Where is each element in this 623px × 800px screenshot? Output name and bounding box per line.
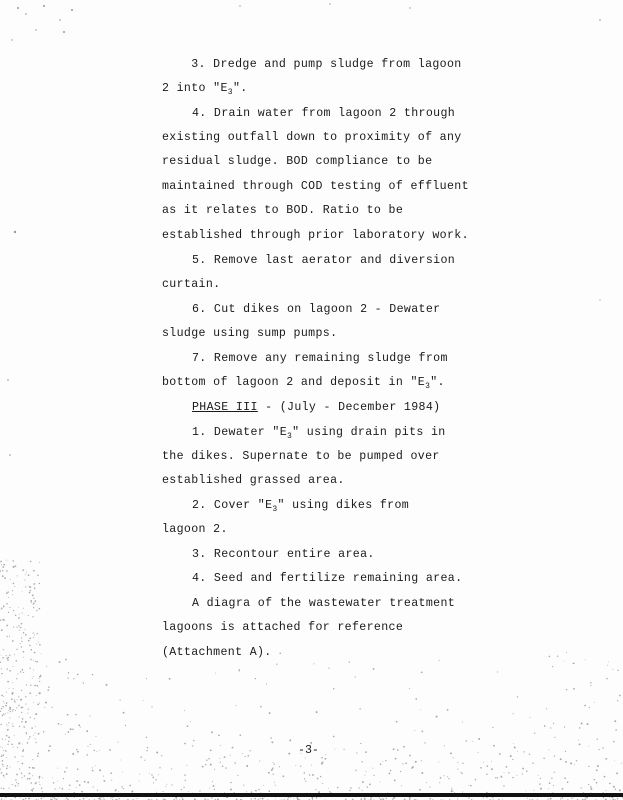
text-line: curtain.	[162, 278, 221, 291]
text-line: 2. Cover "$E_3$" using dikes from	[192, 499, 410, 514]
text-line: existing outfall down to proximity of any	[162, 131, 462, 144]
text-line: 4. Seed and fertilize remaining area.	[192, 572, 463, 585]
text-line: the dikes. Supernate to be pumped over	[162, 450, 440, 463]
text-line: 3. Recontour entire area.	[192, 548, 375, 561]
text-line: residual sludge. BOD compliance to be	[162, 155, 433, 168]
text-line: established through prior laboratory work.	[162, 229, 469, 242]
text-line: as it relates to BOD. Ratio to be	[162, 204, 404, 217]
text-line: sludge using sump pumps.	[162, 327, 338, 340]
scan-edge	[0, 793, 623, 797]
text-line: bottom of lagoon 2 and deposit in "$E_3$".	[162, 376, 445, 391]
text-line: 7. Remove any remaining sludge from	[192, 352, 448, 365]
text-line: 5. Remove last aerator and diversion	[192, 254, 456, 267]
text-line: lagoons is attached for reference	[162, 621, 404, 634]
text-line: established grassed area.	[162, 474, 345, 487]
section-heading: PHASE III - (July - December 1984)	[192, 401, 441, 414]
text-line: lagoon 2.	[162, 523, 228, 536]
text-line: 3. Dredge and pump sludge from lagoon	[191, 58, 462, 71]
text-line: 6. Cut dikes on lagoon 2 - Dewater	[192, 303, 441, 316]
page-number: -3-	[298, 744, 319, 757]
text-line: maintained through COD testing of effluent	[162, 180, 469, 193]
text-line: 1. Dewater "$E_3$" using drain pits in	[192, 426, 446, 441]
text-line: A diagra of the wastewater treatment	[192, 597, 456, 610]
text-line: 4. Drain water from lagoon 2 through	[192, 107, 456, 120]
text-line: (Attachment A).	[162, 646, 272, 659]
text-line: 2 into "$E_3$".	[162, 82, 248, 97]
